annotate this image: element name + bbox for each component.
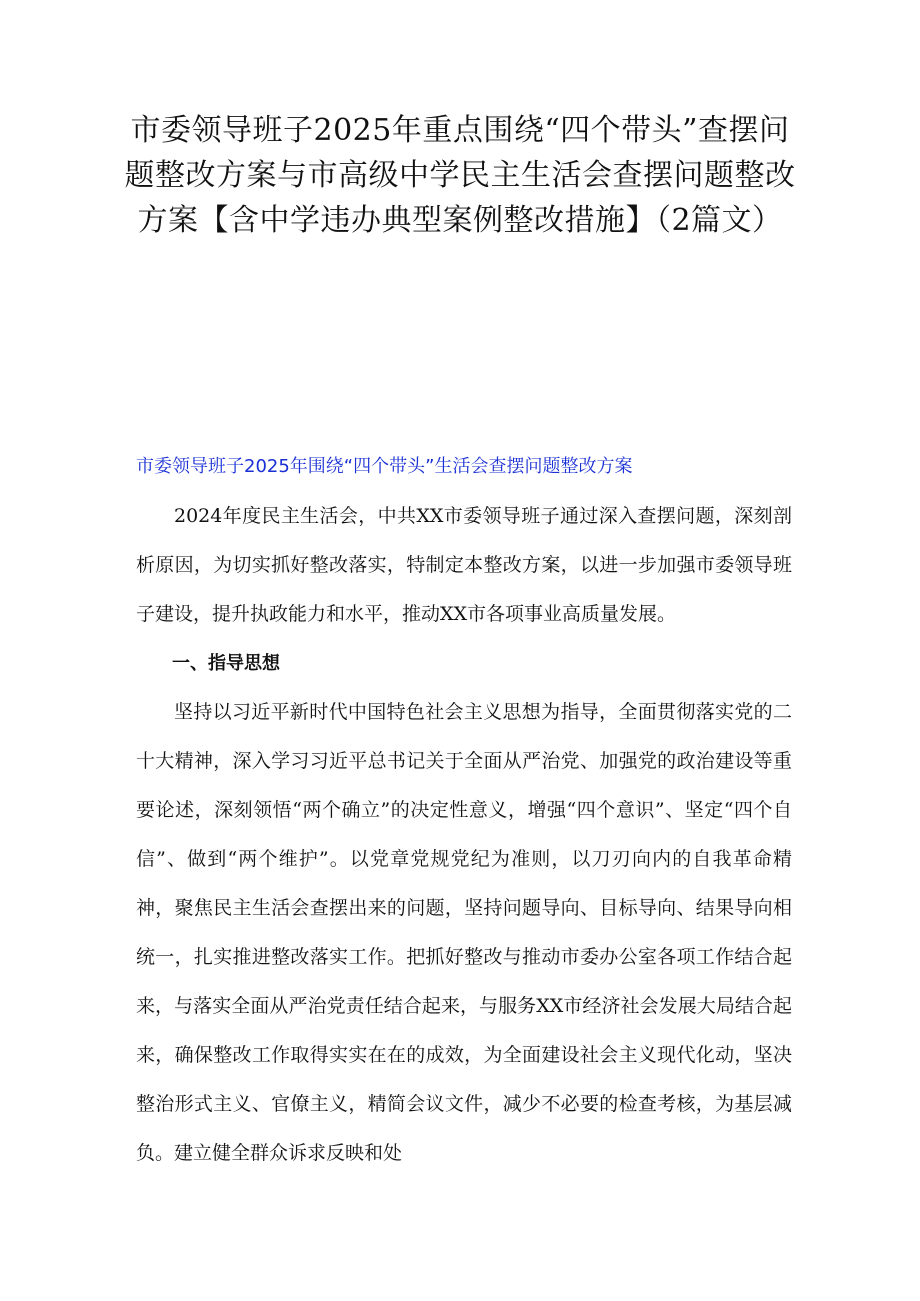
subheading-guiding-ideology: 一、指导思想 bbox=[172, 653, 280, 674]
intro-paragraph: 2024年度民主生活会，中共XX市委领导班子通过深入查摆问题，深刻剖析原因，为切实抓好整改落实，特制定本整改方案，以进一步加强市委领导班子建设，提升执政能力和水平，推动XX市各项事业高质量发展。 bbox=[136, 505, 792, 625]
document-title: 市委领导班子2025年重点围绕“四个带头”查摆问题整改方案与市高级中学民主生活会查摆问题整改方案【含中学违办典型案例整改措施】（2篇文） bbox=[124, 113, 796, 238]
section-heading: 市委领导班子2025年围绕“四个带头”生活会查摆问题整改方案 bbox=[136, 456, 633, 477]
document-body bbox=[136, 492, 792, 1178]
paragraph-guiding-ideology: 坚持以习近平新时代中国特色社会主义思想为指导，全面贯彻落实党的二十大精神，深入学习习近平总书记关于全面从严治党、加强党的政治建设等重要论述，深刻领悟“两个确立”的决定性意义，增强“四个意识”、坚定“四个自信”、做到“两个维护”。以党章党规党纪为准则，以刀刃向内的自我革命精神，聚焦民主生活会查摆出来的问题，坚持问题导向、目标导向、结果导向相统一，扎实推进整改落实工作。把抓好整改与推动市委办公室各项工作结合起来，与落实全面从严治党责任结合起来，与服务XX市经济社会发展大局结合起来，确保整改工作取得实实在在的成效，为全面建设社会主义现代化动，坚决整治形式主义、官僚主义，精简会议文件，减少不必要的检查考核，为基层减负。建立健全群众诉求反映和处 bbox=[136, 701, 792, 1164]
